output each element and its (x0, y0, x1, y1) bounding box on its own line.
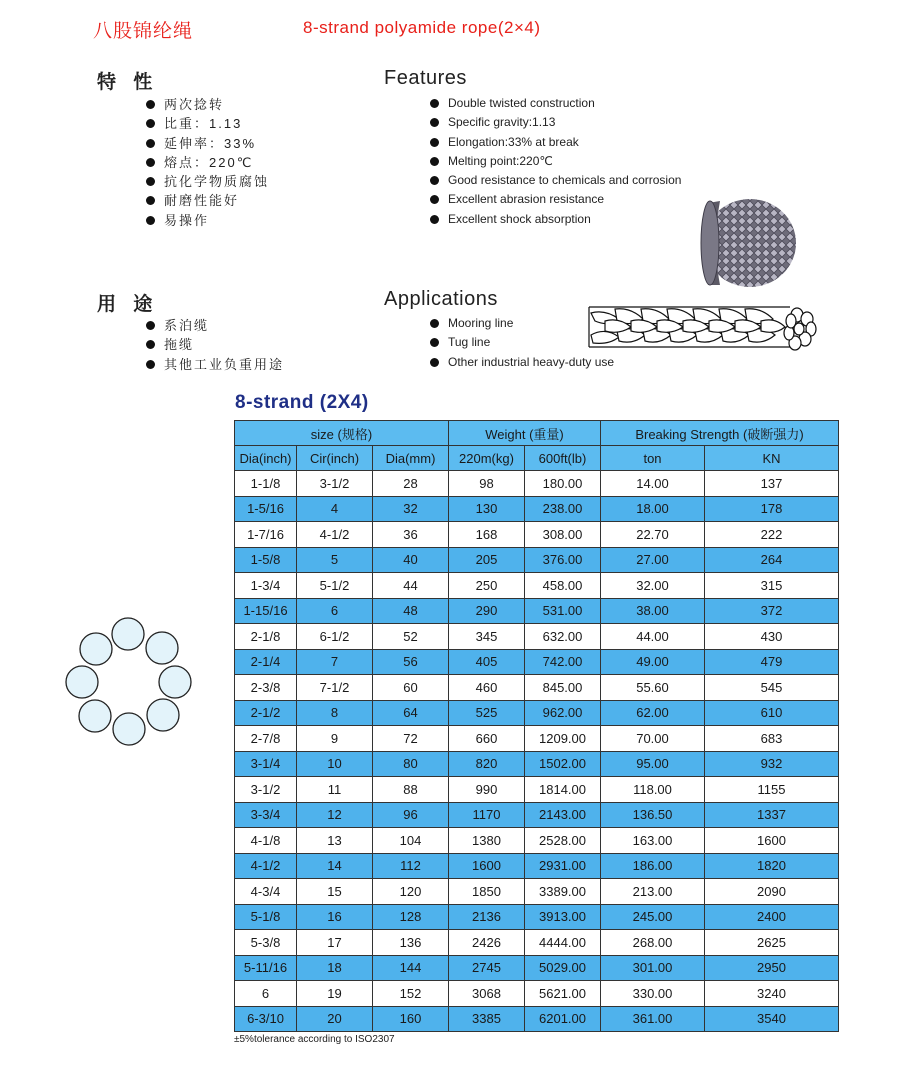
table-row (235, 471, 839, 497)
column-header: ton (601, 446, 705, 471)
applications-heading-en: Applications (384, 288, 498, 310)
column-header: Dia(mm) (373, 446, 449, 471)
table-cell: 458.00 (525, 573, 601, 599)
table-row (235, 598, 839, 624)
table-cell: 56 (373, 649, 449, 675)
table-cell: 62.00 (601, 700, 705, 726)
list-item: Tug line (430, 333, 614, 352)
title-english: 8-strand polyamide rope(2×4) (303, 18, 541, 37)
table-cell: 6 (297, 598, 373, 624)
column-header: 600ft(lb) (525, 446, 601, 471)
list-item: 两次捻转 (146, 95, 269, 114)
table-row (235, 649, 839, 675)
table-cell: 4-1/2 (235, 853, 297, 879)
group-header-weight: Weight (重量) (449, 421, 601, 446)
table-row (235, 930, 839, 956)
table-row (235, 904, 839, 930)
table-cell: 137 (705, 471, 839, 497)
table-cell: 40 (373, 547, 449, 573)
table-cell: 2528.00 (525, 828, 601, 854)
table-cell: 168 (449, 522, 525, 548)
table-cell: 430 (705, 624, 839, 650)
table-group-header-row (235, 421, 839, 446)
table-row (235, 853, 839, 879)
table-cell: 19 (297, 981, 373, 1007)
table-cell: 16 (297, 904, 373, 930)
list-item: Excellent shock absorption (430, 210, 681, 229)
table-cell: 64 (373, 700, 449, 726)
table-cell: 531.00 (525, 598, 601, 624)
table-cell: 98 (449, 471, 525, 497)
column-header: Dia(inch) (235, 446, 297, 471)
table-cell: 1337 (705, 802, 839, 828)
table-cell: 20 (297, 1006, 373, 1032)
table-cell: 44.00 (601, 624, 705, 650)
bullet-icon (146, 139, 155, 148)
strand-circle (147, 699, 179, 731)
table-cell: 18.00 (601, 496, 705, 522)
table-cell: 144 (373, 955, 449, 981)
bullet-icon (146, 158, 155, 167)
table-cell: 610 (705, 700, 839, 726)
table-cell: 96 (373, 802, 449, 828)
rope-braid-icon (585, 305, 830, 355)
table-cell: 28 (373, 471, 449, 497)
table-cell: 990 (449, 777, 525, 803)
table-cell: 2-1/4 (235, 649, 297, 675)
bullet-icon (146, 321, 155, 330)
table-cell: 1170 (449, 802, 525, 828)
applications-list-cn (146, 316, 284, 374)
table-cell: 6201.00 (525, 1006, 601, 1032)
bullet-icon (146, 177, 155, 186)
table-cell: 345 (449, 624, 525, 650)
list-item: 比重：1.13 (146, 114, 269, 133)
table-cell: 120 (373, 879, 449, 905)
strand-circle (66, 666, 98, 698)
table-cell: 95.00 (601, 751, 705, 777)
table-cell: 52 (373, 624, 449, 650)
table-cell: 405 (449, 649, 525, 675)
group-header-size: size (规格) (235, 421, 449, 446)
table-cell: 38.00 (601, 598, 705, 624)
table-cell: 3-3/4 (235, 802, 297, 828)
table-cell: 130 (449, 496, 525, 522)
table-cell: 12 (297, 802, 373, 828)
title-chinese: 八股锦纶绳 (93, 21, 194, 42)
list-item: 拖缆 (146, 335, 284, 354)
table-row (235, 522, 839, 548)
table-cell: 118.00 (601, 777, 705, 803)
table-cell: 80 (373, 751, 449, 777)
table-cell: 180.00 (525, 471, 601, 497)
table-row (235, 675, 839, 701)
table-cell: 2090 (705, 879, 839, 905)
bullet-icon (430, 338, 439, 347)
table-cell: 55.60 (601, 675, 705, 701)
table-cell: 3389.00 (525, 879, 601, 905)
table-cell: 186.00 (601, 853, 705, 879)
table-cell: 160 (373, 1006, 449, 1032)
rope-coil-icon (690, 193, 800, 293)
table-cell: 49.00 (601, 649, 705, 675)
table-cell: 222 (705, 522, 839, 548)
table-cell: 3068 (449, 981, 525, 1007)
bullet-icon (146, 216, 155, 225)
table-cell: 32 (373, 496, 449, 522)
bullet-icon (146, 100, 155, 109)
table-column-header-row (235, 446, 839, 471)
table-row (235, 1006, 839, 1032)
bullet-icon (146, 196, 155, 205)
table-cell: 632.00 (525, 624, 601, 650)
features-heading-cn: 特 性 (97, 72, 159, 93)
list-item: Good resistance to chemicals and corrosion (430, 171, 681, 190)
table-cell: 136 (373, 930, 449, 956)
table-cell: 2950 (705, 955, 839, 981)
table-title: 8-strand (2X4) (235, 392, 369, 413)
list-item: Specific gravity:1.13 (430, 113, 681, 132)
table-cell: 5-3/8 (235, 930, 297, 956)
table-cell: 315 (705, 573, 839, 599)
table-row (235, 547, 839, 573)
table-row (235, 573, 839, 599)
table-cell: 72 (373, 726, 449, 752)
table-cell: 845.00 (525, 675, 601, 701)
table-cell: 820 (449, 751, 525, 777)
list-item: 其他工业负重用途 (146, 355, 284, 374)
table-row (235, 955, 839, 981)
table-cell: 5029.00 (525, 955, 601, 981)
table-cell: 7 (297, 649, 373, 675)
table-cell: 2-1/2 (235, 700, 297, 726)
table-cell: 1380 (449, 828, 525, 854)
list-item: 耐磨性能好 (146, 191, 269, 210)
table-row (235, 751, 839, 777)
table-row (235, 802, 839, 828)
table-row (235, 777, 839, 803)
table-cell: 27.00 (601, 547, 705, 573)
table-cell: 2931.00 (525, 853, 601, 879)
table-cell: 3240 (705, 981, 839, 1007)
table-cell: 9 (297, 726, 373, 752)
bullet-icon (430, 138, 439, 147)
table-cell: 545 (705, 675, 839, 701)
table-cell: 11 (297, 777, 373, 803)
table-cell: 3-1/4 (235, 751, 297, 777)
table-cell: 112 (373, 853, 449, 879)
list-item: Melting point:220℃ (430, 152, 681, 171)
table-cell: 301.00 (601, 955, 705, 981)
table-cell: 88 (373, 777, 449, 803)
table-cell: 213.00 (601, 879, 705, 905)
strand-cross-section-icon (60, 612, 200, 752)
table-cell: 1-7/16 (235, 522, 297, 548)
list-item: Mooring line (430, 314, 614, 333)
table-cell: 372 (705, 598, 839, 624)
spec-table (234, 420, 839, 1032)
table-cell: 6-1/2 (297, 624, 373, 650)
table-cell: 6 (235, 981, 297, 1007)
bullet-icon (430, 358, 439, 367)
table-cell: 2143.00 (525, 802, 601, 828)
table-cell: 4-1/2 (297, 522, 373, 548)
table-cell: 2-7/8 (235, 726, 297, 752)
table-cell: 361.00 (601, 1006, 705, 1032)
table-cell: 6-3/10 (235, 1006, 297, 1032)
table-cell: 3-1/2 (235, 777, 297, 803)
bullet-icon (430, 157, 439, 166)
table-cell: 3540 (705, 1006, 839, 1032)
bullet-icon (430, 118, 439, 127)
table-cell: 17 (297, 930, 373, 956)
table-cell: 18 (297, 955, 373, 981)
table-row (235, 981, 839, 1007)
table-cell: 152 (373, 981, 449, 1007)
table-cell: 4 (297, 496, 373, 522)
column-header: Cir(inch) (297, 446, 373, 471)
table-cell: 1820 (705, 853, 839, 879)
table-cell: 32.00 (601, 573, 705, 599)
list-item: Double twisted construction (430, 94, 681, 113)
table-cell: 13 (297, 828, 373, 854)
table-cell: 5-1/8 (235, 904, 297, 930)
table-cell: 1600 (449, 853, 525, 879)
table-cell: 163.00 (601, 828, 705, 854)
table-row (235, 700, 839, 726)
table-cell: 48 (373, 598, 449, 624)
table-cell: 742.00 (525, 649, 601, 675)
table-row (235, 879, 839, 905)
table-cell: 2136 (449, 904, 525, 930)
table-cell: 2625 (705, 930, 839, 956)
table-cell: 1600 (705, 828, 839, 854)
bullet-icon (430, 215, 439, 224)
bullet-icon (430, 319, 439, 328)
column-header: 220m(kg) (449, 446, 525, 471)
table-cell: 136.50 (601, 802, 705, 828)
table-cell: 5 (297, 547, 373, 573)
table-cell: 128 (373, 904, 449, 930)
list-item: 延伸率：33% (146, 134, 269, 153)
tolerance-footnote: ±5%tolerance according to ISO2307 (234, 1034, 395, 1045)
table-cell: 250 (449, 573, 525, 599)
table-cell: 268.00 (601, 930, 705, 956)
table-cell: 5-1/2 (297, 573, 373, 599)
table-cell: 2400 (705, 904, 839, 930)
table-cell: 525 (449, 700, 525, 726)
table-cell: 308.00 (525, 522, 601, 548)
table-cell: 1-5/8 (235, 547, 297, 573)
table-cell: 2426 (449, 930, 525, 956)
table-cell: 479 (705, 649, 839, 675)
table-cell: 1814.00 (525, 777, 601, 803)
column-header: KN (705, 446, 839, 471)
table-cell: 15 (297, 879, 373, 905)
strand-circle (80, 633, 112, 665)
list-item: Elongation:33% at break (430, 133, 681, 152)
table-cell: 238.00 (525, 496, 601, 522)
features-heading-en: Features (384, 67, 467, 89)
table-row (235, 828, 839, 854)
table-cell: 1155 (705, 777, 839, 803)
list-item: 熔点：220℃ (146, 153, 269, 172)
table-body (235, 471, 839, 1032)
table-cell: 683 (705, 726, 839, 752)
table-cell: 376.00 (525, 547, 601, 573)
table-cell: 36 (373, 522, 449, 548)
table-cell: 1-3/4 (235, 573, 297, 599)
table-cell: 104 (373, 828, 449, 854)
table-cell: 1502.00 (525, 751, 601, 777)
list-item: Excellent abrasion resistance (430, 190, 681, 209)
table-cell: 4-3/4 (235, 879, 297, 905)
table-cell: 1-1/8 (235, 471, 297, 497)
strand-circle (159, 666, 191, 698)
strand-circle (112, 618, 144, 650)
table-cell: 1850 (449, 879, 525, 905)
table-cell: 7-1/2 (297, 675, 373, 701)
table-cell: 14 (297, 853, 373, 879)
strand-circle (79, 700, 111, 732)
bullet-icon (146, 119, 155, 128)
table-cell: 3385 (449, 1006, 525, 1032)
table-cell: 264 (705, 547, 839, 573)
applications-heading-cn: 用 途 (97, 294, 159, 315)
strand-circle (146, 632, 178, 664)
list-item: 系泊缆 (146, 316, 284, 335)
table-cell: 2745 (449, 955, 525, 981)
table-cell: 1-15/16 (235, 598, 297, 624)
list-item: 抗化学物质腐蚀 (146, 172, 269, 191)
strand-circle (113, 713, 145, 745)
list-item: Other industrial heavy-duty use (430, 353, 614, 372)
table-cell: 660 (449, 726, 525, 752)
table-cell: 932 (705, 751, 839, 777)
table-cell: 205 (449, 547, 525, 573)
table-cell: 10 (297, 751, 373, 777)
group-header-breaking-strength: Breaking Strength (破断强力) (601, 421, 839, 446)
table-cell: 14.00 (601, 471, 705, 497)
table-cell: 290 (449, 598, 525, 624)
bullet-icon (430, 176, 439, 185)
table-cell: 460 (449, 675, 525, 701)
bullet-icon (146, 340, 155, 349)
table-row (235, 726, 839, 752)
bullet-icon (430, 99, 439, 108)
table-cell: 962.00 (525, 700, 601, 726)
table-cell: 8 (297, 700, 373, 726)
features-list-en (430, 94, 681, 229)
table-cell: 2-1/8 (235, 624, 297, 650)
table-cell: 245.00 (601, 904, 705, 930)
table-cell: 1209.00 (525, 726, 601, 752)
table-cell: 1-5/16 (235, 496, 297, 522)
table-row (235, 496, 839, 522)
table-cell: 5-11/16 (235, 955, 297, 981)
table-cell: 70.00 (601, 726, 705, 752)
table-cell: 3-1/2 (297, 471, 373, 497)
table-cell: 5621.00 (525, 981, 601, 1007)
table-cell: 60 (373, 675, 449, 701)
bullet-icon (146, 360, 155, 369)
table-cell: 44 (373, 573, 449, 599)
list-item: 易操作 (146, 211, 269, 230)
table-cell: 3913.00 (525, 904, 601, 930)
table-cell: 4-1/8 (235, 828, 297, 854)
table-cell: 4444.00 (525, 930, 601, 956)
bullet-icon (430, 195, 439, 204)
table-cell: 22.70 (601, 522, 705, 548)
table-cell: 178 (705, 496, 839, 522)
table-cell: 330.00 (601, 981, 705, 1007)
table-cell: 2-3/8 (235, 675, 297, 701)
features-list-cn (146, 95, 269, 230)
table-row (235, 624, 839, 650)
